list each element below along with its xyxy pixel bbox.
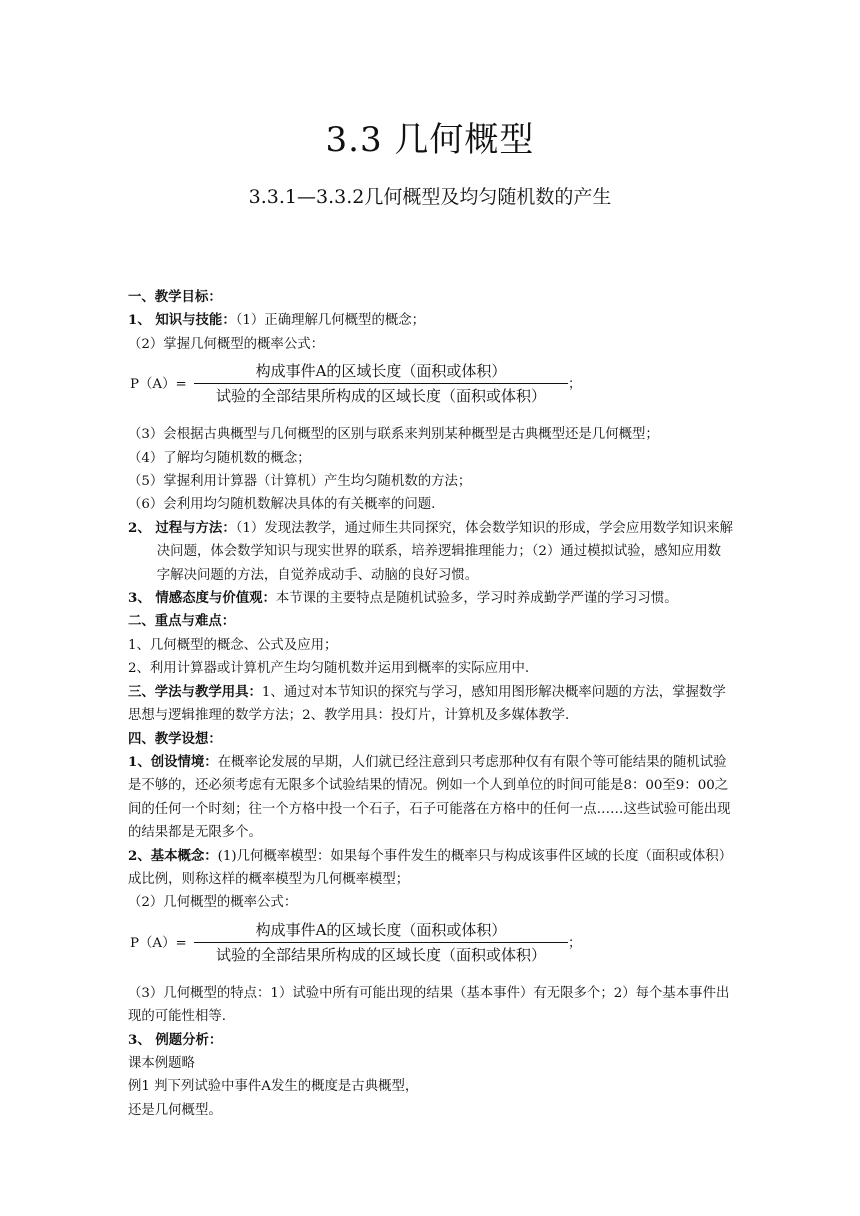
fraction-bar xyxy=(194,942,568,943)
formula-fraction xyxy=(194,919,568,966)
formula-lhs: P（A）= xyxy=(130,377,187,393)
label-attitude-values: 3、 情感态度与价值观： xyxy=(128,590,276,607)
formula-semicolon: ； xyxy=(568,935,582,951)
label-basic-concepts: 2、基本概念： xyxy=(128,847,218,864)
label-knowledge-skills: 1、 知识与技能： xyxy=(128,312,236,329)
paragraph-characteristics: （3）几何概型的特点：1）试验中所有可能出现的结果（基本事件）有无限多个；2）每个基本事件出现的可能性相等. xyxy=(128,985,730,1025)
paragraph-scenario xyxy=(128,751,733,845)
example-1-line-2: 还是几何概型。 xyxy=(128,1102,222,1118)
text-process-methods: （1）发现法教学，通过师生共同探究，体会数学知识的形成，学会应用数学知识来解决问题，体会数学知识与现实世界的联系，培养逻辑推理能力；（2）通过模拟试验，感知应用数字解决问题的方法，自觉养成动手、动脑的良好习惯。 xyxy=(156,520,733,583)
page-subtitle: 3.3.1—3.3.2几何概型及均匀随机数的产生 xyxy=(248,186,612,208)
list-item-5: （5）掌握利用计算器（计算机）产生均匀随机数的方法； xyxy=(128,474,472,490)
formula-denominator: 试验的全部结果所构成的区域长度（面积或体积） xyxy=(215,387,546,406)
list-item-4: （4）了解均匀随机数的概念； xyxy=(128,450,311,466)
page-title: 3.3 几何概型 xyxy=(325,120,535,160)
example-note: 课本例题略 xyxy=(128,1055,195,1071)
section-heading-teaching-plan: 四、教学设想： xyxy=(128,730,222,747)
paragraph-process-methods xyxy=(128,517,733,587)
label-scenario: 1、创设情境： xyxy=(128,753,218,770)
formula-fraction xyxy=(194,360,568,407)
section-heading-examples: 3、 例题分析： xyxy=(128,1031,223,1048)
section-heading-objectives: 一、教学目标： xyxy=(128,289,222,305)
probability-formula xyxy=(128,360,733,410)
document-body xyxy=(128,286,733,1122)
text-attitude-values: 本节课的主要特点是随机试验多，学习时养成勤学严谨的学习习惯。 xyxy=(275,591,678,607)
formula-numerator: 构成事件A的区域长度（面积或体积） xyxy=(255,920,507,939)
formula-semicolon: ； xyxy=(568,377,582,393)
text-knowledge-skills: （1）正确理解几何概型的概念； xyxy=(235,313,426,329)
key-point-1: 1、几何概型的概念、公式及应用； xyxy=(128,637,338,653)
paragraph-basic-concepts xyxy=(128,845,733,892)
label-process-methods: 2、 过程与方法： xyxy=(128,519,236,536)
probability-formula-2 xyxy=(128,919,733,969)
formula-numerator: 构成事件A的区域长度（面积或体积） xyxy=(255,362,507,381)
section-heading-key-points: 二、重点与难点： xyxy=(128,613,236,630)
text-learning-methods: 1、通过对本节知识的探究与学习，感知用图形解决概率问题的方法，掌握数学思想与逻辑推理的数学方法；2、教学用具：投灯片，计算机及多媒体教学. xyxy=(128,684,726,724)
key-point-2: 2、利用计算器或计算机产生均匀随机数并运用到概率的实际应用中. xyxy=(128,661,530,677)
paragraph-knowledge-skills xyxy=(128,309,733,332)
list-item-3: （3）会根据古典概型与几何概型的区别与联系来判别某种概型是古典概型还是几何概型； xyxy=(128,427,659,443)
list-item-6: （6）会利用均匀随机数解决具体的有关概率的问题. xyxy=(128,497,436,513)
example-1-line-1: 例1 判下列试验中事件A发生的概度是古典概型， xyxy=(128,1079,419,1095)
label-learning-methods: 三、学法与教学用具： xyxy=(128,683,262,700)
text-basic-concepts: (1)几何概率模型：如果每个事件发生的概率只与构成该事件区域的长度（面积或体积）成比例，则称这样的概率模型为几何概率模型； xyxy=(128,848,733,887)
formula-intro-2: （2）几何概型的概率公式： xyxy=(128,895,298,911)
formula-denominator: 试验的全部结果所构成的区域长度（面积或体积） xyxy=(215,945,546,964)
paragraph-learning-methods xyxy=(128,681,733,728)
formula-lhs: P（A）= xyxy=(130,935,187,951)
fraction-bar xyxy=(194,383,568,384)
paragraph-attitude-values xyxy=(128,587,733,610)
list-item-formula-intro: （2）掌握几何概型的概率公式： xyxy=(128,336,324,352)
text-scenario: 在概率论发展的早期，人们就已经注意到只考虑那种仅有有限个等可能结果的随机试验是不够的，还必须考虑有无限多个试验结果的情况。例如一个人到单位的时间可能是8：00至9：00之间的任何一个时刻；往一个方格中投一个石子，石子可能落在方格中的任何一点……这些试验可能出现的结果都是无限多个。 xyxy=(128,754,731,841)
